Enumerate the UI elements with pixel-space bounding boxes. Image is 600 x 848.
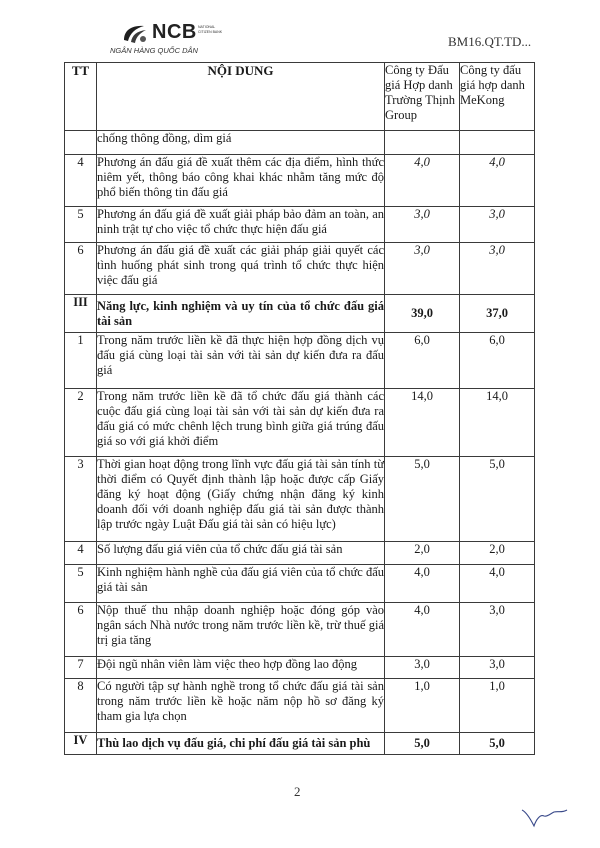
score-company-2: 3,0 bbox=[460, 207, 535, 243]
row-content: Trong năm trước liền kề đã thực hiện hợp đồng dịch vụ đấu giá cùng loại tài sản với tài sản dự kiến đưa ra đấu giá bbox=[97, 333, 385, 389]
score-company-1: 4,0 bbox=[385, 565, 460, 603]
row-number: 6 bbox=[65, 603, 97, 657]
score-company-2: 37,0 bbox=[460, 295, 535, 333]
logo-small-text: NATIONAL CITIZEN BANK bbox=[198, 25, 223, 34]
logo-slogan: NGÂN HÀNG QUỐC DÂN bbox=[110, 46, 198, 55]
table-row bbox=[65, 207, 535, 243]
column-header-tt: TT bbox=[65, 63, 97, 131]
row-number: 2 bbox=[65, 389, 97, 457]
score-company-2: 1,0 bbox=[460, 679, 535, 733]
table-header-row bbox=[65, 63, 535, 131]
score-company-1: 1,0 bbox=[385, 679, 460, 733]
row-content: Thời gian hoạt động trong lĩnh vực đấu giá tài sản tính từ thời điểm có Quyết định thành lập hoặc được cấp Giấy đăng ký hoạt động (Giấy chứng nhận đăng ký kinh doanh đối với doanh nghiệp đấu giá tài sản được thành lập trước ngày Luật Đấu giá tài sản có hiệu lực) bbox=[97, 457, 385, 542]
table-row bbox=[65, 333, 535, 389]
table-row bbox=[65, 603, 535, 657]
row-content: chống thông đồng, dìm giá bbox=[97, 131, 385, 155]
column-header-content: NỘI DUNG bbox=[97, 63, 385, 131]
row-content: Kinh nghiệm hành nghề của đấu giá viên của tổ chức đấu giá tài sản bbox=[97, 565, 385, 603]
evaluation-table bbox=[64, 62, 535, 755]
form-code: BM16.QT.TD... bbox=[448, 34, 532, 49]
section-number: III bbox=[65, 295, 97, 333]
table-row bbox=[65, 131, 535, 155]
section-row bbox=[65, 733, 535, 755]
score-company-1: 4,0 bbox=[385, 155, 460, 207]
score-company-1 bbox=[385, 131, 460, 155]
score-company-1: 3,0 bbox=[385, 207, 460, 243]
row-number: 3 bbox=[65, 457, 97, 542]
score-company-1: 39,0 bbox=[385, 295, 460, 333]
signature-mark bbox=[520, 806, 570, 830]
score-company-2: 3,0 bbox=[460, 657, 535, 679]
score-company-2: 5,0 bbox=[460, 733, 535, 755]
section-row bbox=[65, 295, 535, 333]
row-content: Phương án đấu giá đề xuất thêm các địa điểm, hình thức niêm yết, thông báo công khai khác nhằm tăng mức độ phổ biến thông tin đấu giá bbox=[97, 155, 385, 207]
row-number: 7 bbox=[65, 657, 97, 679]
row-content: Số lượng đấu giá viên của tổ chức đấu giá tài sản bbox=[97, 542, 385, 565]
row-content: Phương án đấu giá đề xuất các giải pháp giải quyết các tình huống phát sinh trong quá trình tổ chức thực hiện việc đấu giá bbox=[97, 243, 385, 295]
section-number: IV bbox=[65, 733, 97, 755]
score-company-1: 14,0 bbox=[385, 389, 460, 457]
row-content: Trong năm trước liền kề đã tổ chức đấu giá thành các cuộc đấu giá cùng loại tài sản với tài sản dự kiến đưa ra đấu giá có mức chênh lệch trung bình giữa giá trúng đấu giá so với giá khởi điểm bbox=[97, 389, 385, 457]
row-content: Nộp thuế thu nhập doanh nghiệp hoặc đóng góp vào ngân sách Nhà nước trong năm trước liền kề, trừ thuế giá trị gia tăng bbox=[97, 603, 385, 657]
score-company-2: 14,0 bbox=[460, 389, 535, 457]
row-number: 8 bbox=[65, 679, 97, 733]
row-number: 4 bbox=[65, 155, 97, 207]
row-number bbox=[65, 131, 97, 155]
row-number: 5 bbox=[65, 565, 97, 603]
table-row bbox=[65, 542, 535, 565]
score-company-2: 2,0 bbox=[460, 542, 535, 565]
section-title: Năng lực, kinh nghiệm và uy tín của tổ chức đấu giá tài sản bbox=[97, 295, 385, 333]
table-row bbox=[65, 155, 535, 207]
row-number: 6 bbox=[65, 243, 97, 295]
score-company-1: 3,0 bbox=[385, 243, 460, 295]
score-company-2: 4,0 bbox=[460, 155, 535, 207]
ncb-logo bbox=[106, 21, 226, 58]
table-row bbox=[65, 457, 535, 542]
row-content: Có người tập sự hành nghề trong tổ chức đấu giá tài sản trong năm trước liền kề hoặc năm nộp hồ sơ đăng ký tham gia lựa chọn bbox=[97, 679, 385, 733]
score-company-2: 5,0 bbox=[460, 457, 535, 542]
section-title: Thù lao dịch vụ đấu giá, chi phí đấu giá tài sản phù bbox=[97, 733, 385, 755]
column-header-company-2: Công ty đấu giá hợp danh MeKong bbox=[460, 63, 535, 131]
table-row bbox=[65, 657, 535, 679]
score-company-1: 5,0 bbox=[385, 733, 460, 755]
column-header-company-1: Công ty Đấu giá Hợp danh Trường Thịnh Group bbox=[385, 63, 460, 131]
score-company-2: 3,0 bbox=[460, 603, 535, 657]
row-content: Đội ngũ nhân viên làm việc theo hợp đồng lao động bbox=[97, 657, 385, 679]
score-company-2: 3,0 bbox=[460, 243, 535, 295]
score-company-2: 4,0 bbox=[460, 565, 535, 603]
score-company-1: 6,0 bbox=[385, 333, 460, 389]
row-number: 4 bbox=[65, 542, 97, 565]
score-company-1: 4,0 bbox=[385, 603, 460, 657]
score-company-1: 2,0 bbox=[385, 542, 460, 565]
page-number: 2 bbox=[294, 784, 301, 799]
row-number: 5 bbox=[65, 207, 97, 243]
logo-text: NCB bbox=[152, 21, 197, 43]
score-company-2: 6,0 bbox=[460, 333, 535, 389]
row-number: 1 bbox=[65, 333, 97, 389]
row-content: Phương án đấu giá đề xuất giải pháp bảo đảm an toàn, an ninh trật tự cho việc tổ chức thực hiện đấu giá bbox=[97, 207, 385, 243]
table-row bbox=[65, 679, 535, 733]
table-row bbox=[65, 243, 535, 295]
score-company-2 bbox=[460, 131, 535, 155]
table-row bbox=[65, 565, 535, 603]
score-company-1: 3,0 bbox=[385, 657, 460, 679]
score-company-1: 5,0 bbox=[385, 457, 460, 542]
ncb-logo-mark-icon bbox=[122, 24, 148, 44]
table-row bbox=[65, 389, 535, 457]
